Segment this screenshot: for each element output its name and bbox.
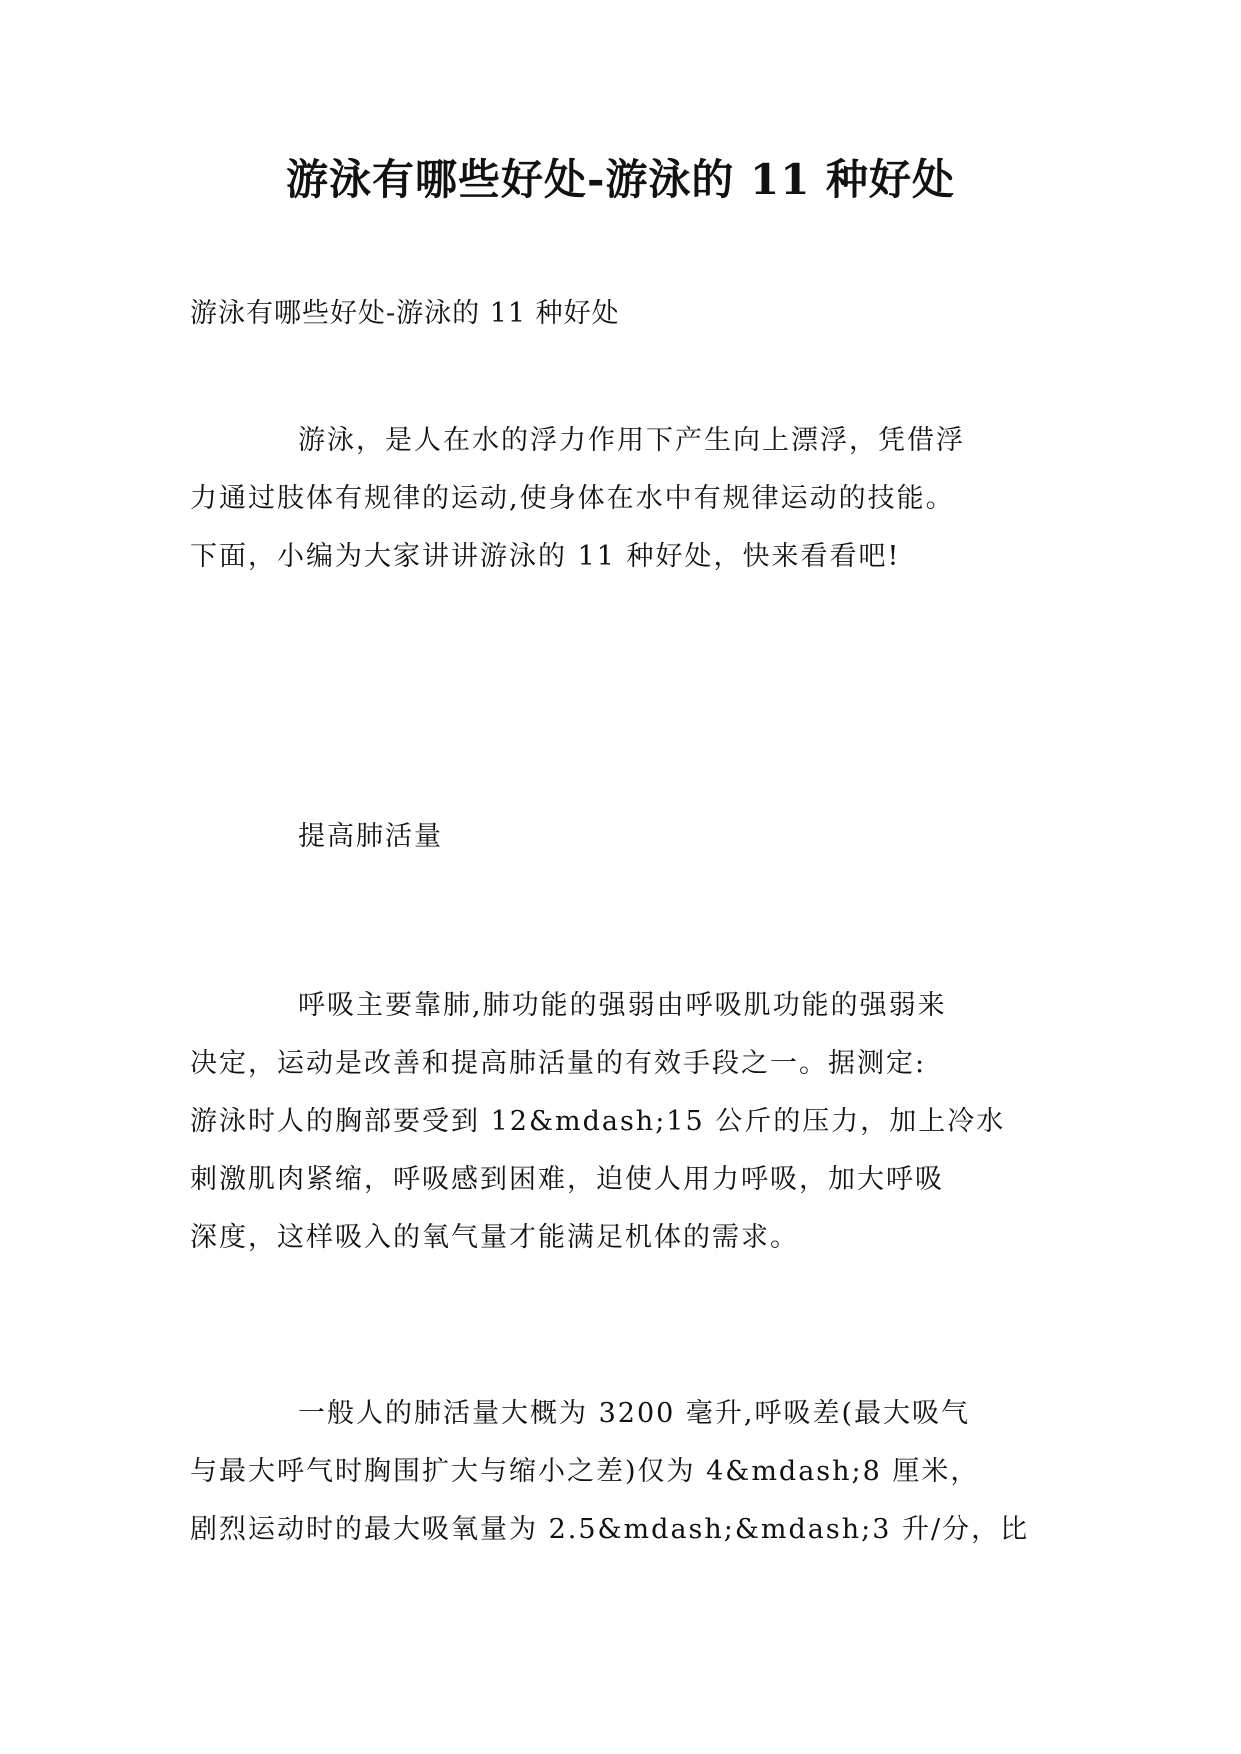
paragraph-line: 深度，这样吸入的氧气量才能满足机体的需求。: [190, 1222, 799, 1253]
section-heading: 提高肺活量: [298, 821, 443, 852]
paragraph-line: 游泳时人的胸部要受到 12&mdash;15 公斤的压力，加上冷水: [190, 1106, 1006, 1137]
document-title: 游泳有哪些好处-游泳的 11 种好处: [285, 155, 956, 204]
paragraph-line: 刺激肌肉紧缩，呼吸感到困难，迫使人用力呼吸，加大呼吸: [190, 1164, 944, 1195]
lung-capacity-paragraph-1: [190, 977, 1050, 1267]
paragraph-line: 与最大呼气时胸围扩大与缩小之差)仅为 4&mdash;8 厘米，: [190, 1456, 980, 1487]
intro-line: 力通过肢体有规律的运动,使身体在水中有规律运动的技能。: [190, 483, 955, 514]
paragraph-line: 剧烈运动时的最大吸氧量为 2.5&mdash;&mdash;3 升/分，比: [190, 1514, 1030, 1545]
paragraph-line: 一般人的肺活量大概为 3200 毫升,呼吸差(最大吸气: [298, 1398, 970, 1429]
intro-paragraph: [190, 412, 1050, 586]
paragraph-line: 呼吸主要靠肺,肺功能的强弱由呼吸肌功能的强弱来: [298, 990, 947, 1021]
intro-line: 下面，小编为大家讲讲游泳的 11 种好处，快来看看吧!: [190, 541, 901, 572]
intro-line: 游泳，是人在水的浮力作用下产生向上漂浮，凭借浮: [298, 425, 965, 456]
lung-capacity-paragraph-2: [190, 1385, 1050, 1559]
paragraph-line: 决定，运动是改善和提高肺活量的有效手段之一。据测定:: [190, 1048, 927, 1079]
document-subtitle: 游泳有哪些好处-游泳的 11 种好处: [190, 298, 620, 329]
